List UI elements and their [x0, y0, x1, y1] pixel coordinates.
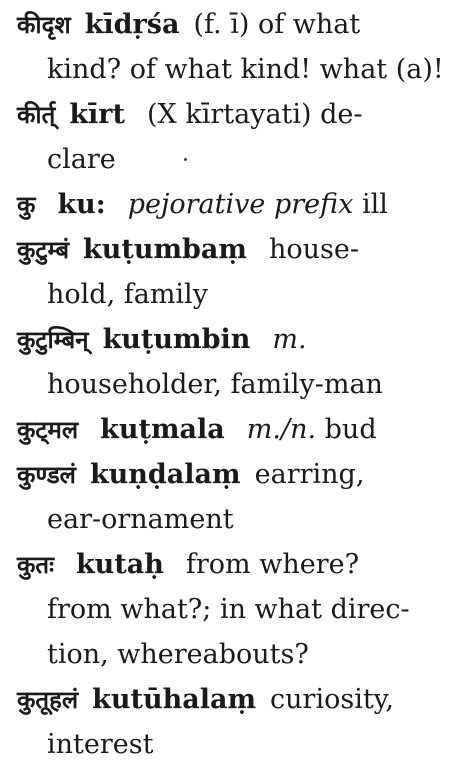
entry-headline — [0, 677, 454, 722]
entry-headline — [0, 182, 454, 227]
entry-transliteration: kutūhalaṃ — [92, 684, 257, 715]
entry-transliteration: kuṭumbaṃ — [83, 234, 247, 265]
entry-grammar: m. — [272, 324, 307, 355]
entry-continuation: tion, whereabouts? — [47, 639, 309, 670]
entry-headline — [0, 407, 454, 452]
entry-definition: curiosity, — [270, 684, 394, 715]
entry-grammar: pejorative prefix — [127, 189, 354, 220]
entry-transliteration: kuṇḍalaṃ — [89, 459, 241, 490]
entry-devanagari: कुटुम्बं — [17, 236, 70, 264]
entry-transliteration: kīdṛśa — [84, 9, 180, 40]
entry-devanagari: कुटुम्बिन् — [17, 326, 89, 354]
entry-transliteration: ku: — [57, 189, 106, 220]
entry-definition: house- — [269, 234, 359, 265]
entry-devanagari: कु — [17, 191, 36, 219]
entry-continuation: interest — [47, 729, 154, 760]
entry-continuation: clare — [47, 144, 116, 175]
entry-headline — [0, 92, 454, 137]
entry-devanagari: कीदृश — [17, 11, 71, 39]
entry-grammar: m./n. — [246, 414, 317, 445]
entry-definition: (f. ī) of what — [193, 9, 361, 40]
entry-continuation: hold, family — [47, 279, 208, 310]
entry-definition: from where? — [185, 549, 360, 580]
entry-continuation: from what?; in what direc- — [47, 594, 410, 625]
entry-headline — [0, 542, 454, 587]
entry-devanagari: कुट्मल — [17, 416, 79, 444]
entry-devanagari: कीर्त् — [17, 101, 56, 129]
entry-definition: (X kīrtayati) de- — [147, 99, 363, 130]
entry-transliteration: kuṭumbin — [102, 324, 251, 355]
entry-devanagari: कुतूहलं — [17, 686, 79, 714]
entry-headline — [0, 227, 454, 272]
entry-definition: ill — [361, 189, 388, 220]
entry-devanagari: कुण्डलं — [17, 461, 76, 489]
entry-continuation: kind? of what kind! what (a)! — [47, 54, 444, 85]
entry-headline — [0, 317, 454, 362]
entry-headline — [0, 452, 454, 497]
entry-definition: bud — [324, 414, 377, 445]
entry-transliteration: kīrt — [69, 99, 125, 130]
entry-transliteration: kuṭmala — [100, 414, 225, 445]
entry-continuation: ear-ornament — [47, 504, 234, 535]
entry-definition: earring, — [254, 459, 365, 490]
entry-continuation: householder, family-man — [47, 369, 383, 400]
entry-transliteration: kutaḥ — [75, 549, 164, 580]
entry-headline — [0, 2, 454, 47]
entry-devanagari: कुतः — [17, 551, 54, 579]
speck — [184, 158, 187, 161]
